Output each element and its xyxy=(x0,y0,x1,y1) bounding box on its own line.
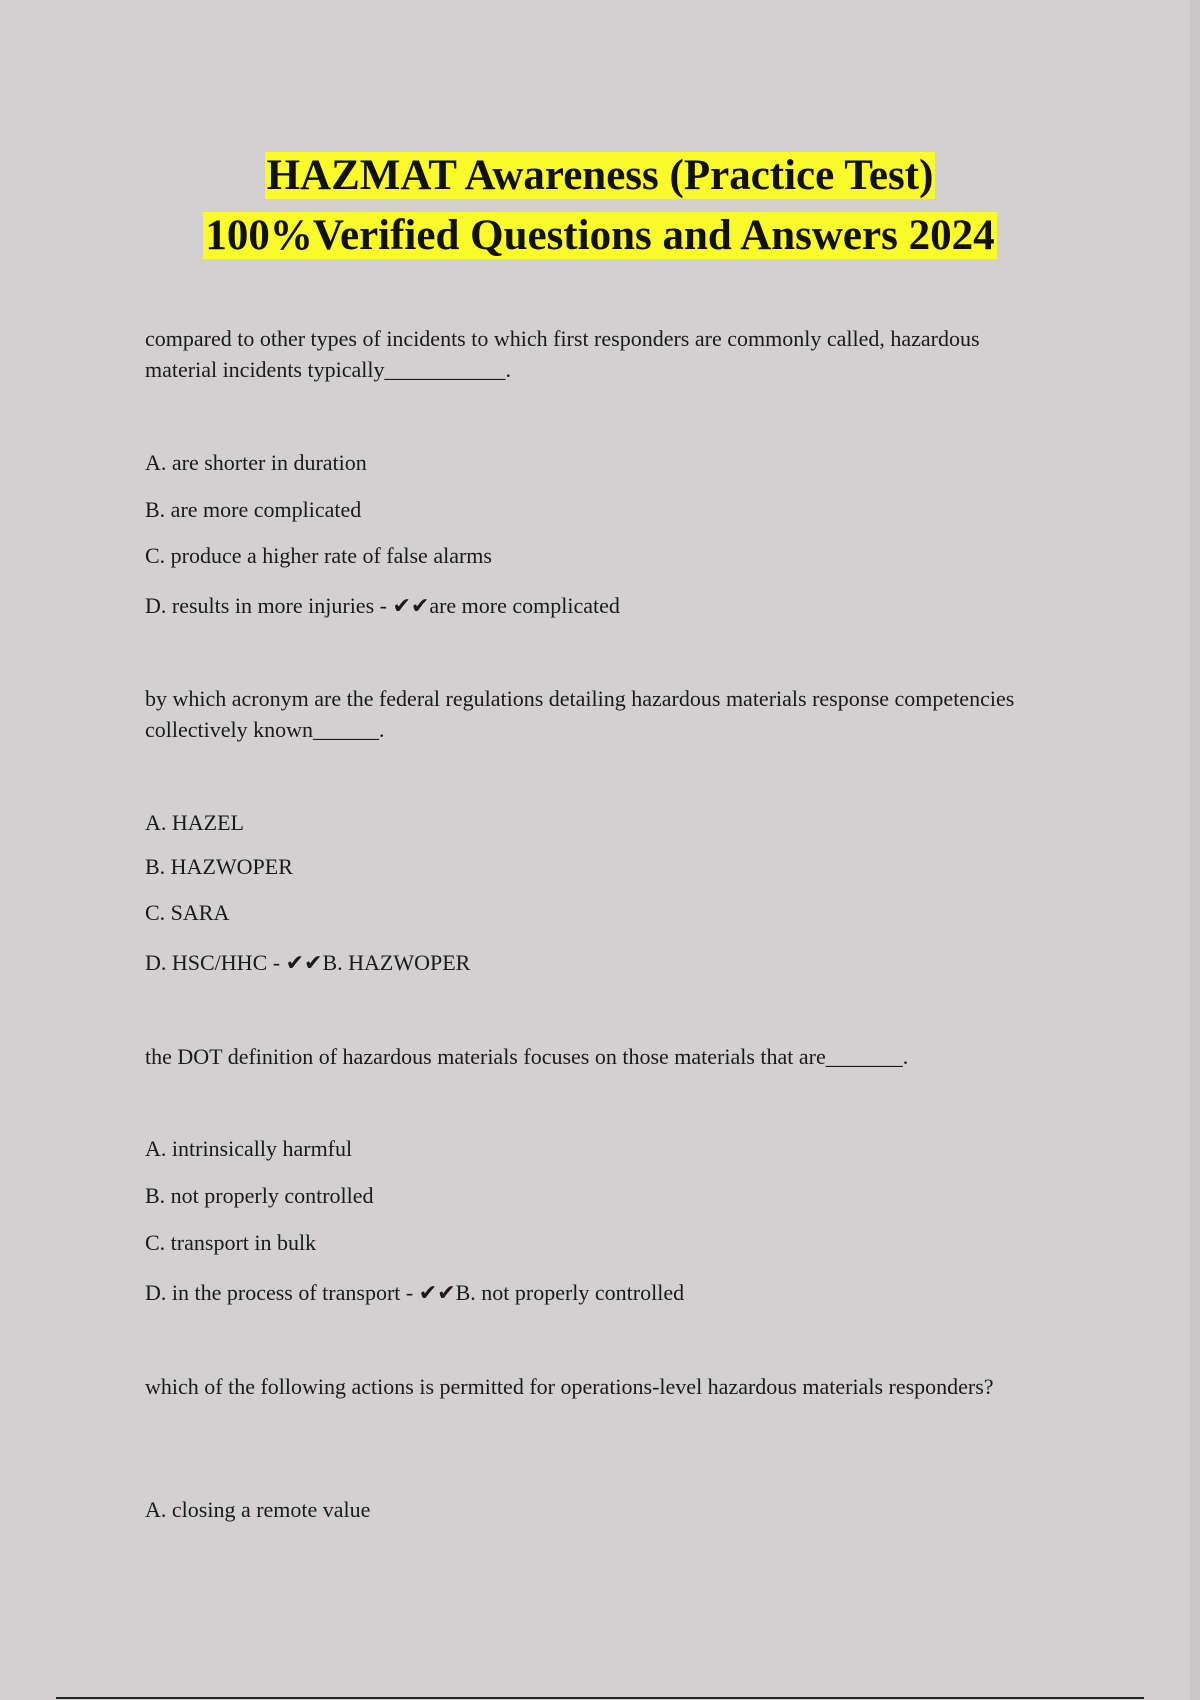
question-1-text: compared to other types of incidents to which first responders are commonly called, hazardous material incidents typically___________. xyxy=(145,326,980,382)
question-4-option-a: A. closing a remote value xyxy=(145,1497,371,1522)
question-1-option-c: C. produce a higher rate of false alarms xyxy=(145,543,492,568)
question-3-text: the DOT definition of hazardous materials focuses on those materials that are_______. xyxy=(145,1044,909,1069)
question-1-option-b: B. are more complicated xyxy=(145,497,362,522)
question-3-option-b: B. not properly controlled xyxy=(145,1183,374,1208)
question-3-option-c: C. transport in bulk xyxy=(145,1230,317,1255)
question-1-option-a: A. are shorter in duration xyxy=(145,450,367,475)
question-2-option-c: C. SARA xyxy=(145,900,230,925)
question-2-option-b: B. HAZWOPER xyxy=(145,854,293,879)
title-line-1: HAZMAT Awareness (Practice Test) xyxy=(266,152,934,199)
question-4-text: which of the following actions is permitted for operations-level hazardous materials responders? xyxy=(145,1374,994,1399)
question-2-option-d-answer: D. HSC/HHC - ✔✔B. HAZWOPER xyxy=(145,950,471,975)
question-2-option-a: A. HAZEL xyxy=(145,810,244,835)
question-3-option-d-answer: D. in the process of transport - ✔✔B. not properly controlled xyxy=(145,1280,685,1305)
question-3-option-a: A. intrinsically harmful xyxy=(145,1136,353,1161)
page-bottom-rule xyxy=(56,1697,1144,1699)
question-2-text: by which acronym are the federal regulations detailing hazardous materials response competencies collectively known______. xyxy=(145,686,1015,742)
title-line-2: 100%Verified Questions and Answers 2024 xyxy=(205,212,995,259)
document-title xyxy=(0,146,1200,266)
question-1-option-d-answer: D. results in more injuries - ✔✔are more complicated xyxy=(145,593,620,618)
